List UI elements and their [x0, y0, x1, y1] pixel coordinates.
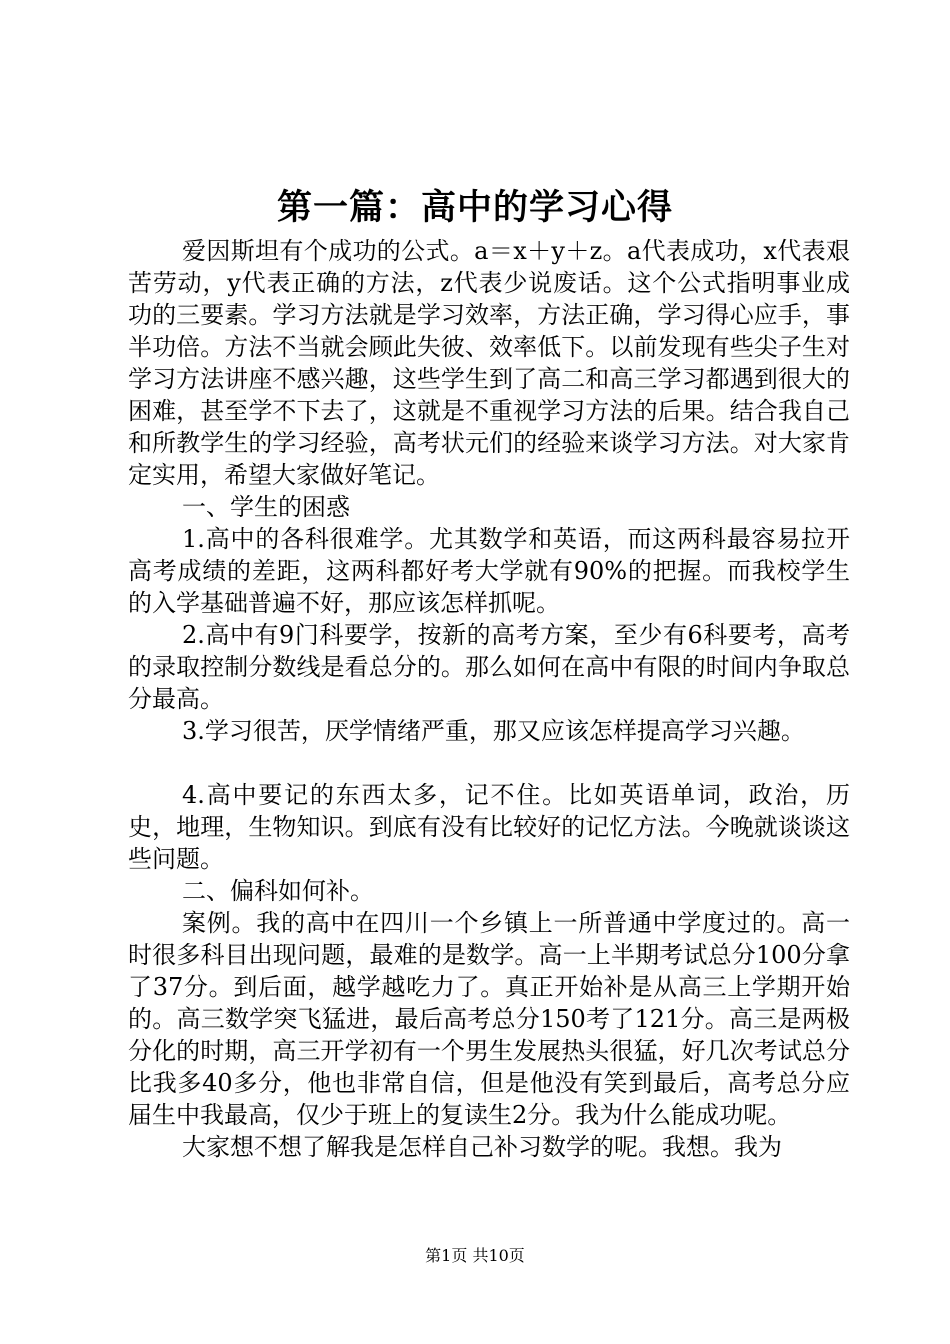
- paragraph-item-2: 2.高中有9门科要学，按新的高考方案，至少有6科要考，高考的录取控制分数线是看总分的。那么如何在高中有限的时间内争取总分最高。: [128, 621, 850, 713]
- paragraph-continuation: 大家想不想了解我是怎样自己补习数学的呢。我想。我为: [182, 1133, 782, 1161]
- page-number: 第1页 共10页: [425, 1246, 525, 1265]
- paragraph-item-1: 1.高中的各科很难学。尤其数学和英语，而这两科最容易拉开高考成绩的差距，这两科都好考大学就有90%的把握。而我校学生的入学基础普遍不好，那应该怎样抓呢。: [128, 525, 850, 617]
- section-heading-weak-subjects: 二、偏科如何补。: [182, 877, 374, 905]
- section-heading-student-confusion: 一、学生的困惑: [182, 493, 350, 521]
- page-title: 第一篇：高中的学习心得: [276, 187, 673, 228]
- paragraph-item-4: 4.高中要记的东西太多，记不住。比如英语单词，政治，历史，地理，生物知识。到底有没有比较好的记忆方法。今晚就谈谈这些问题。: [128, 781, 850, 873]
- paragraph-item-3: 3.学习很苦，厌学情绪严重，那又应该怎样提高学习兴趣。: [182, 717, 805, 745]
- paragraph-intro: 爱因斯坦有个成功的公式。a＝x＋y＋z。a代表成功，x代表艰苦劳动，y代表正确的方法，z代表少说废话。这个公式指明事业成功的三要素。学习方法就是学习效率，方法正确，学习得心应手，事半功倍。方法不当就会顾此失彼、效率低下。以前发现有些尖子生对学习方法讲座不感兴趣，这些学生到了高二和高三学习都遇到很大的困难，甚至学不下去了，这就是不重视学习方法的后果。结合我自己和所教学生的学习经验，高考状元们的经验来谈学习方法。对大家肯定实用，希望大家做好笔记。: [128, 237, 850, 489]
- paragraph-case-study: 案例。我的高中在四川一个乡镇上一所普通中学度过的。高一时很多科目出现问题，最难的是数学。高一上半期考试总分100分拿了37分。到后面，越学越吃力了。真正开始补是从高三上学期开始的。高三数学突飞猛进，最后高考总分150考了121分。高三是两极分化的时期，高三开学初有一个男生发展热头很猛，好几次考试总分比我多40多分，他也非常自信，但是他没有笑到最后，高考总分应届生中我最高，仅少于班上的复读生2分。我为什么能成功呢。: [128, 909, 850, 1129]
- document-body: [128, 235, 850, 1163]
